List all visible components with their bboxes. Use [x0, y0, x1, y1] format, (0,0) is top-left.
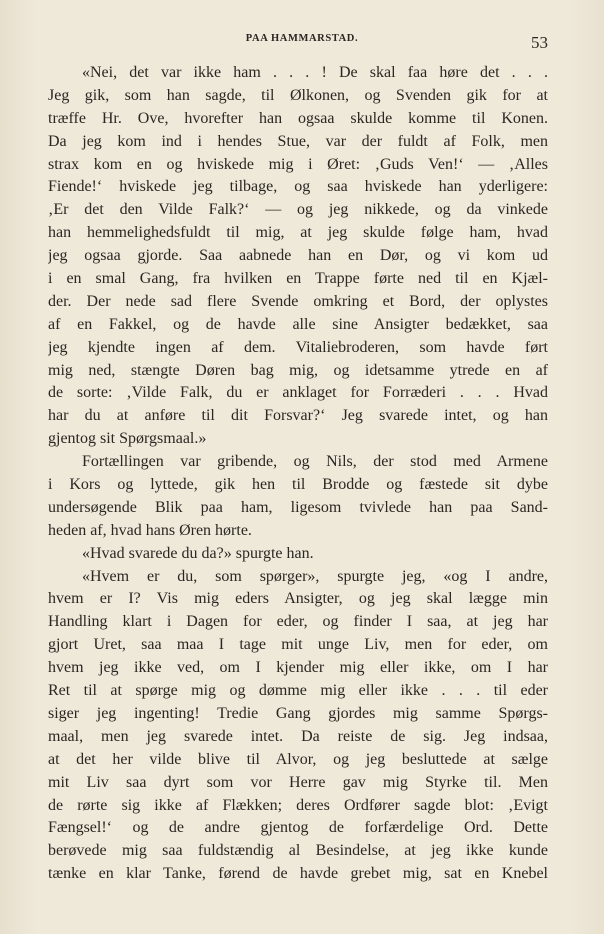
running-head: PAA HAMMARSTAD. [245, 33, 359, 44]
text-line: hvem jeg ikke ved, om I kjender mig eller ikke, om I har [48, 659, 548, 677]
text-line: han hemmelighedsfuldt til mig, at jeg skulde følge ham, hvad [48, 224, 548, 242]
text-line: Fængsel!‘ og de andre gjentog de forfærdelige Ord. Dette [48, 819, 548, 837]
text-line: undersøgende Blik paa ham, ligesom tvivlede han paa Sand- [48, 498, 548, 516]
text-line: siger jeg ingenting! Tredie Gang gjordes mig samme Spørgs- [48, 704, 548, 722]
text-line: tænke en klar Tanke, førend de havde grebet mig, sat en Knebel [48, 865, 548, 883]
text-line: gjentog sit Spørgsmaal.» [48, 430, 207, 448]
text-line: de sorte: ‚Vilde Falk, du er anklaget for Forræderi . . . Hvad [48, 384, 548, 402]
text-line: de rørte sig ikke af Flækken; deres Ordfører sagde blot: ‚Evigt [48, 796, 548, 814]
text-line: i en smal Gang, fra hvilken en Trappe førte ned til en Kjæl- [48, 270, 548, 288]
text-line: at det her vilde blive til Alvor, og jeg besluttede at sælge [48, 750, 548, 768]
text-line: der. Der nede sad flere Svende omkring et Bord, der oplystes [48, 292, 548, 310]
text-line: Handling klart i Dagen for eder, og finder I saa, at jeg har [48, 613, 548, 631]
text-line: mit Liv saa dyrt som vor Herre gav mig Styrke til. Men [48, 773, 548, 791]
text-line: strax kom en og hviskede mig i Øret: ‚Guds Ven!‘ — ‚Alles [48, 155, 548, 173]
text-line: jeg kjendte ingen af dem. Vitaliebroderen, som havde ført [48, 338, 548, 356]
text-line: mig ned, stængte Døren bag mig, og idetsamme ytrede en af [48, 361, 548, 379]
body-text [48, 62, 548, 886]
text-line: i Kors og lyttede, gik hen til Brodde og fæstede sit dybe [48, 476, 548, 494]
text-line: af en Fakkel, og de havde alle sine Ansigter bedækket, saa [48, 315, 548, 333]
text-line: Ret til at spørge mig og dømme mig eller ikke . . . til eder [48, 682, 548, 700]
text-line: «Hvad svarede du da?» spurgte han. [82, 544, 314, 562]
text-line: Jeg gik, som han sagde, til Ølkonen, og Svenden gik for at [48, 86, 548, 104]
text-line: Fiende!‘ hviskede jeg tilbage, og saa hviskede han yderligere: [48, 178, 548, 196]
text-line: berøvede mig saa fuldstændig al Besindelse, at jeg ikke kunde [48, 842, 548, 860]
text-line: har du at anføre til dit Forsvar?‘ Jeg svarede intet, og han [48, 407, 548, 425]
text-line: ‚Er det den Vilde Falk?‘ — og jeg nikkede, og da vinkede [48, 201, 548, 219]
text-line: Da jeg kom ind i hendes Stue, var der fuldt af Folk, men [48, 132, 548, 150]
page-number: 53 [531, 33, 548, 52]
text-line: «Nei, det var ikke ham . . . ! De skal faa høre det . . . [82, 64, 548, 81]
text-line: hvem er I? Vis mig eders Ansigter, og jeg skal lægge min [48, 590, 548, 608]
text-line: «Hvem er du, som spørger», spurgte jeg, «og I andre, [82, 567, 548, 585]
text-line: jeg ogsaa gjorde. Saa aabnede han en Dør, og vi kom ud [48, 247, 548, 265]
text-line: Fortællingen var gribende, og Nils, der stod med Armene [82, 453, 548, 471]
text-line: maal, men jeg svarede intet. Da reiste de sig. Jeg indsaa, [48, 727, 548, 745]
text-line: gjort Uret, saa maa I tage mit unge Liv, men for eder, om [48, 636, 548, 654]
text-line: træffe Hr. Ove, hvorefter han ogsaa skulde komme til Konen. [48, 109, 548, 127]
text-line: heden af, hvad hans Øren hørte. [48, 521, 252, 539]
